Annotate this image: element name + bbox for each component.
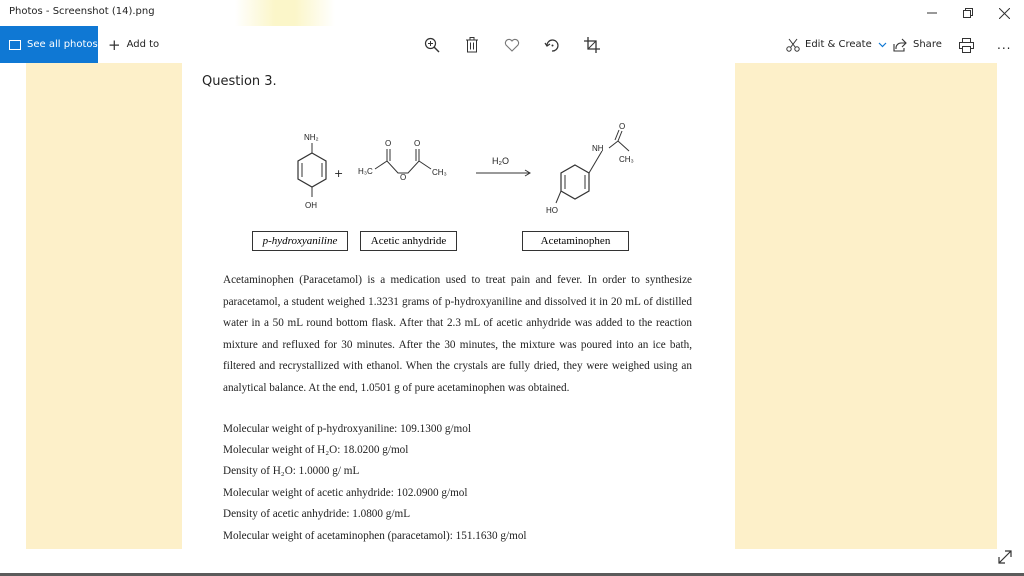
- edit-create-button[interactable]: [786, 26, 887, 63]
- share-icon: [893, 38, 907, 52]
- product-name: Acetaminophen: [540, 235, 611, 247]
- reactant2-box: [360, 231, 457, 251]
- product-o-label: O: [619, 123, 626, 131]
- data-line-4: Molecular weight of acetic anhydride: 102.0900 g/mol: [223, 487, 468, 499]
- edit-create-label: Edit & Create: [805, 39, 872, 50]
- reactant1-box: [252, 231, 348, 251]
- add-to-label: Add to: [126, 39, 160, 50]
- rotate-icon: [544, 37, 560, 53]
- ho-label: HO: [546, 206, 558, 215]
- paragraph-text: Acetaminophen (Paracetamol) is a medication used to treat pain and fever. In order to synthesize paracetamol, a student weighed 1.3231 grams of p-hydroxyaniline and dissolved it in 20 mL of distilled water in a 50 mL round bottom flask. After that 2.3 mL of acetic anhydride was added to the reaction mixture and refluxed for 30 minutes. After the 30 minutes, the mixture was poured into an ice bath, filtered and recrystallized with ethanol. When the crystals are fully dried, they were weighed using an analytical balance. At the end, 1.0501 g of pure acetaminophen was obtained.: [223, 274, 692, 394]
- question-heading: Question 3.: [202, 74, 277, 89]
- product-ch3-label: CH₃: [619, 155, 634, 164]
- restore-button[interactable]: [950, 0, 986, 26]
- document-image: [182, 63, 735, 576]
- minimize-icon: [927, 8, 937, 18]
- expand-icon: [996, 548, 1014, 566]
- rotate-button[interactable]: [541, 34, 563, 56]
- data-line-6: Molecular weight of acetaminophen (paracetamol): 151.1630 g/mol: [223, 530, 527, 542]
- picture-icon: [9, 40, 21, 50]
- data-line-1: Molecular weight of p-hydroxyaniline: 109.1300 g/mol: [223, 423, 471, 435]
- restore-icon: [963, 8, 973, 18]
- favorite-button[interactable]: [501, 34, 523, 56]
- crop-icon: [584, 37, 600, 53]
- chevron-down-icon: [878, 42, 887, 48]
- scissors-icon: [786, 38, 800, 52]
- nh2-label: NH₂: [304, 133, 319, 142]
- problem-paragraph: [223, 270, 692, 399]
- delete-button[interactable]: [461, 34, 483, 56]
- zoom-button[interactable]: [421, 34, 443, 56]
- data-line-5: Density of acetic anhydride: 1.0800 g/mL: [223, 508, 411, 520]
- add-to-button[interactable]: [108, 26, 159, 63]
- trash-icon: [465, 37, 479, 53]
- reagent-label: H₂O: [492, 156, 509, 166]
- minimize-button[interactable]: [914, 0, 950, 26]
- see-all-photos-button[interactable]: [0, 26, 98, 63]
- anhydride-h3c-label: H₃C: [358, 167, 373, 176]
- plus-sign: +: [334, 167, 344, 180]
- data-line-3: Density of H₂O: 1.0000 g/ mL: [223, 465, 360, 477]
- see-all-photos-label: See all photos: [27, 39, 98, 50]
- anhydride-ch3-label: CH₃: [432, 168, 447, 177]
- fullscreen-button[interactable]: [996, 548, 1014, 566]
- bridge-o: O: [400, 173, 407, 182]
- printer-icon: [959, 38, 974, 53]
- anhydride-skeleton: [375, 161, 431, 173]
- zoom-in-icon: [424, 37, 440, 53]
- reactant1-name: p-hydroxyaniline: [262, 235, 338, 247]
- reaction-diagram: [182, 123, 735, 223]
- reactant2-name: Acetic anhydride: [370, 235, 447, 247]
- window-title: Photos - Screenshot (14).png: [9, 6, 155, 17]
- right-margin-panel: [735, 63, 997, 549]
- left-margin-panel: [26, 63, 182, 549]
- share-button[interactable]: [893, 26, 942, 63]
- toolbar: [0, 26, 1024, 63]
- data-line-2: Molecular weight of H₂O: 18.0200 g/mol: [223, 444, 409, 456]
- product-box: [522, 231, 629, 251]
- nh-label: NH: [592, 144, 604, 153]
- more-options-button[interactable]: [997, 26, 1011, 63]
- more-options-label: ...: [997, 37, 1012, 52]
- print-button[interactable]: [955, 34, 977, 56]
- share-label: Share: [913, 39, 942, 50]
- plus-icon: +: [108, 35, 121, 54]
- close-icon: [999, 8, 1010, 19]
- oh-label: OH: [305, 201, 317, 210]
- close-button[interactable]: [986, 0, 1022, 26]
- carbonyl-o-left: O: [385, 139, 392, 148]
- crop-button[interactable]: [581, 34, 603, 56]
- carbonyl-o-right: O: [414, 139, 421, 148]
- heart-icon: [504, 38, 520, 52]
- title-bar: [0, 0, 1024, 26]
